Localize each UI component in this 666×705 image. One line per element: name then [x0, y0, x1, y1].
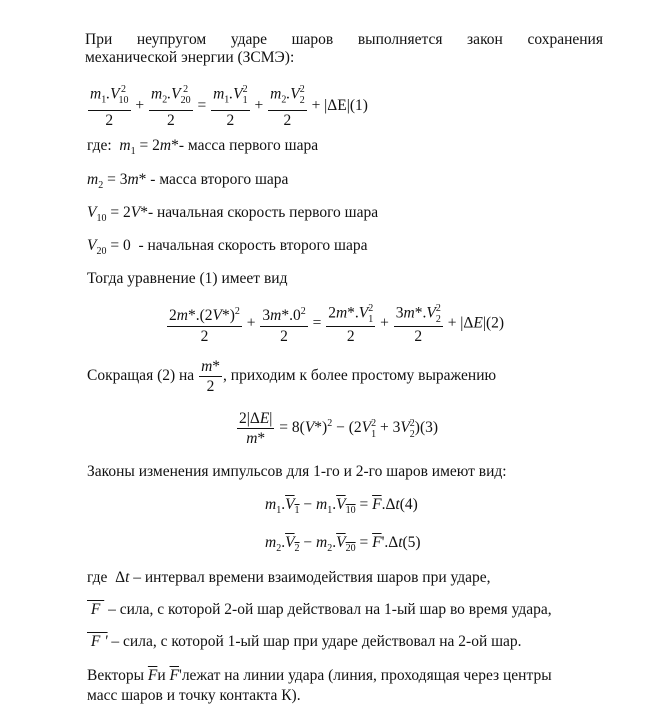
v10-description: - начальная скорость первого шара [147, 204, 379, 221]
def-m2: $m_2 = 3m*$ - масса второго шара [87, 171, 289, 192]
where-label: где: [87, 137, 112, 154]
f-description: – сила, с которой 2-ой шар действовал на 1-ый шар во время удара, [108, 601, 552, 618]
vectors-line: Векторы $\overline{F}и$ $\overline{F}'лежат$ на линии удара (линия, проходящая через центры [87, 667, 552, 684]
equation-2-label: (2) [485, 314, 505, 332]
expl-fp: F ' – сила, с которой 1-ый шар при ударе действовал на 2-ой шар. [87, 633, 522, 650]
equation-1-label: (1) [349, 96, 368, 114]
def-v10: $V_{10} = 2V*-$ начальная скорость первого шара [87, 204, 379, 225]
expl-f: F – сила, с которой 2-ой шар действовал на 1-ый шар во время удара, [87, 601, 552, 618]
v20-description: - начальная скорость второго шара [138, 237, 368, 254]
intro-text-1: При неупругом ударе шаров выполняется закон сохранения [85, 31, 603, 48]
vectors-and: и [157, 667, 166, 684]
m1-description: - масса первого шара [178, 137, 319, 154]
expl-dt: где Δt – интервал времени взаимодействия шаров при ударе, [87, 569, 491, 586]
equation-2: $\frac{2m*.(2V*)^2}{2}$ + $\frac{3m*.0^2}{2}$ = 2m*.V 2 1 2 + 3m*.V 2 2 2 + |ΔE|(2) [169, 303, 505, 345]
intro-line-1 [85, 31, 603, 49]
def-m1: где: $m_1 = 2m*-$ масса первого шара [87, 137, 319, 158]
m2-description: - масса второго шара [150, 171, 289, 188]
equation-4: $m_1.V_1 - m_1.V_{10} = \overline{F}.\Delta t(4)$ [265, 496, 418, 517]
dt-description: – интервал времени взаимодействия шаров при ударе, [133, 569, 491, 586]
equation-3: $\frac{2|\Delta E|}{m*}$ = $8(V*)^2 - (2V$ 2 1 + 3V 2 2 )(3) [239, 410, 439, 447]
vectors-cut-line: масс шаров и точку контакта К). [87, 687, 301, 704]
vectors-prefix: Векторы [87, 667, 145, 684]
laws-text: Законы изменения импульсов для 1-го и 2-го шаров имеют вид: [87, 463, 507, 480]
equation-5-label: (5) [402, 534, 421, 551]
fp-description: – сила, с которой 1-ый шар при ударе действовал на 2-ой шар. [111, 633, 522, 650]
equation-5: $m_2.V_2 - m_2.V_{20} = \overline{F}'.\Delta t(5)$ [265, 534, 421, 555]
vectors-rest: лежат на линии удара (линия, проходящая через центры [181, 667, 552, 684]
reduce-suffix: , приходим к более простому выражению [223, 367, 497, 385]
equation-4-label: (4) [399, 496, 418, 513]
equation-1: $m_1.V$ 2 10 2 + $m_2.V$ 2 20 2 = $m_1.V$ 2 1 2 + $m_2.V$ 2 2 2 + |ΔE|(1) [90, 84, 368, 129]
then-text: Тогда уравнение (1) имеет вид [87, 270, 288, 287]
reduce-line: Сокращая (2) на $\frac{m*}{2}$ , приходим к более простому выражению [87, 358, 497, 395]
equation-3-label: (3) [419, 419, 439, 437]
intro-line-2: механической энергии (ЗСМЭ): [85, 49, 295, 66]
reduce-prefix: Сокращая (2) на [87, 367, 195, 385]
def-v20: $V_{20} = 0$ - начальная скорость второго шара [87, 237, 368, 258]
